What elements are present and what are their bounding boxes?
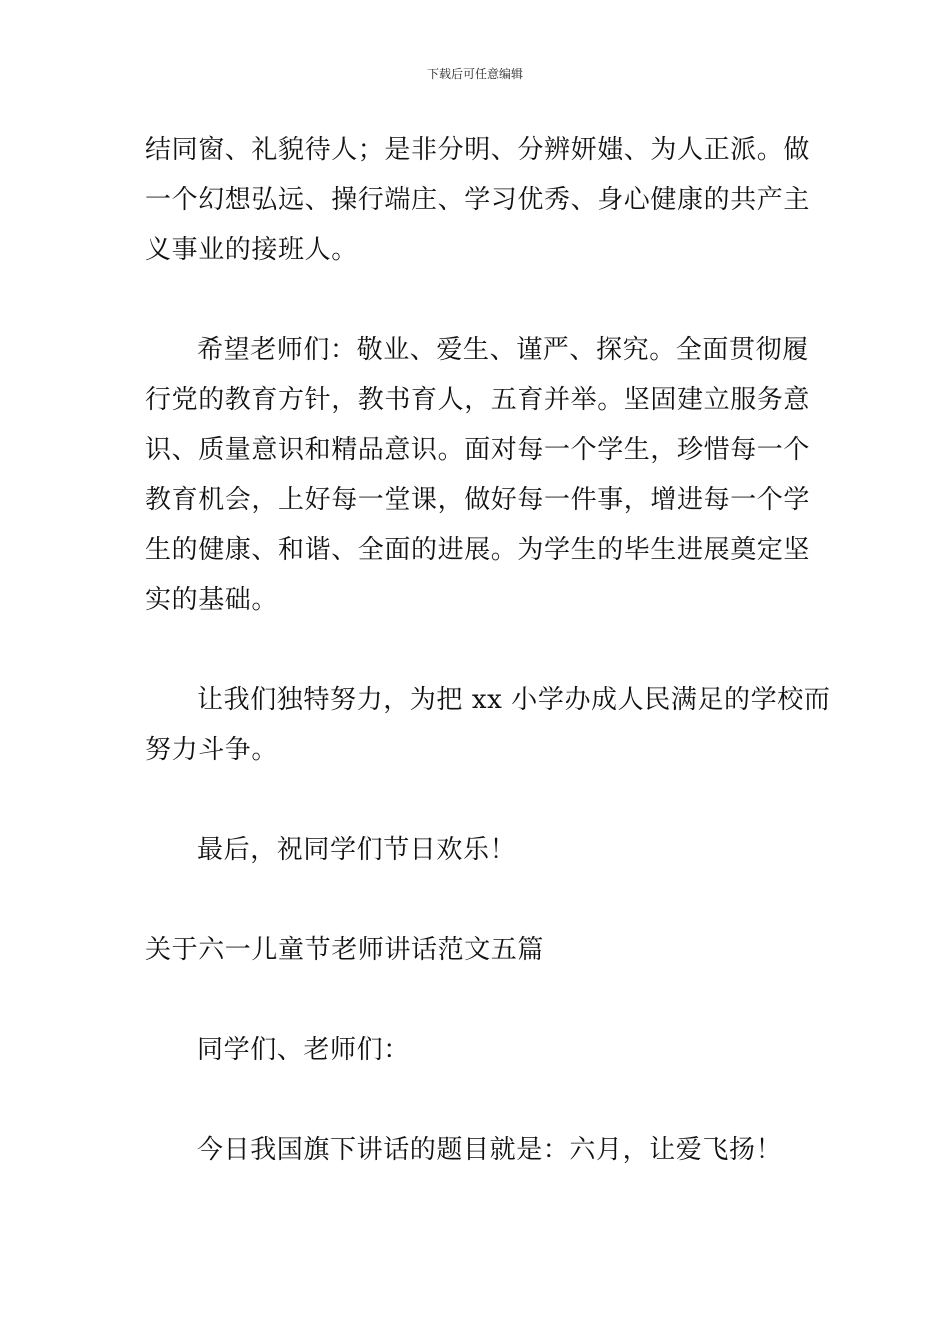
text-line: 实的基础。 (145, 585, 279, 615)
topic-line: 今日我国旗下讲话的题目就是：六月，让爱飞扬！ (197, 1135, 783, 1165)
text-line: 识、质量意识和精品意识。面对每一个学生，珍惜每一个 (145, 435, 811, 465)
greeting: 同学们、老师们： (197, 1035, 410, 1065)
text-line: 结同窗、礼貌待人；是非分明、分辨妍媸、为人正派。做 (145, 135, 811, 165)
text-line: 行党的教育方针，教书育人，五育并举。坚固建立服务意 (145, 385, 811, 415)
text-line: 希望老师们：敬业、爱生、谨严、探究。全面贯彻履 (197, 335, 809, 365)
text-line: 生的健康、和谐、全面的进展。为学生的毕生进展奠定坚 (145, 535, 811, 565)
text-line: 努力斗争。 (145, 735, 279, 765)
text-line: 一个幻想弘远、操行端庄、学习优秀、身心健康的共产主 (145, 185, 811, 215)
section-title: 关于六一儿童节老师讲话范文五篇 (145, 935, 545, 965)
text-line: 最后，祝同学们节日欢乐！ (197, 835, 517, 865)
text-line: 让我们独特努力，为把 xx 小学办成人民满足的学校而 (197, 685, 831, 715)
text-line: 教育机会，上好每一堂课，做好每一件事，增进每一个学 (145, 485, 811, 515)
page-header: 下载后可任意编辑 (426, 67, 523, 81)
text-line: 义事业的接班人。 (145, 235, 358, 265)
